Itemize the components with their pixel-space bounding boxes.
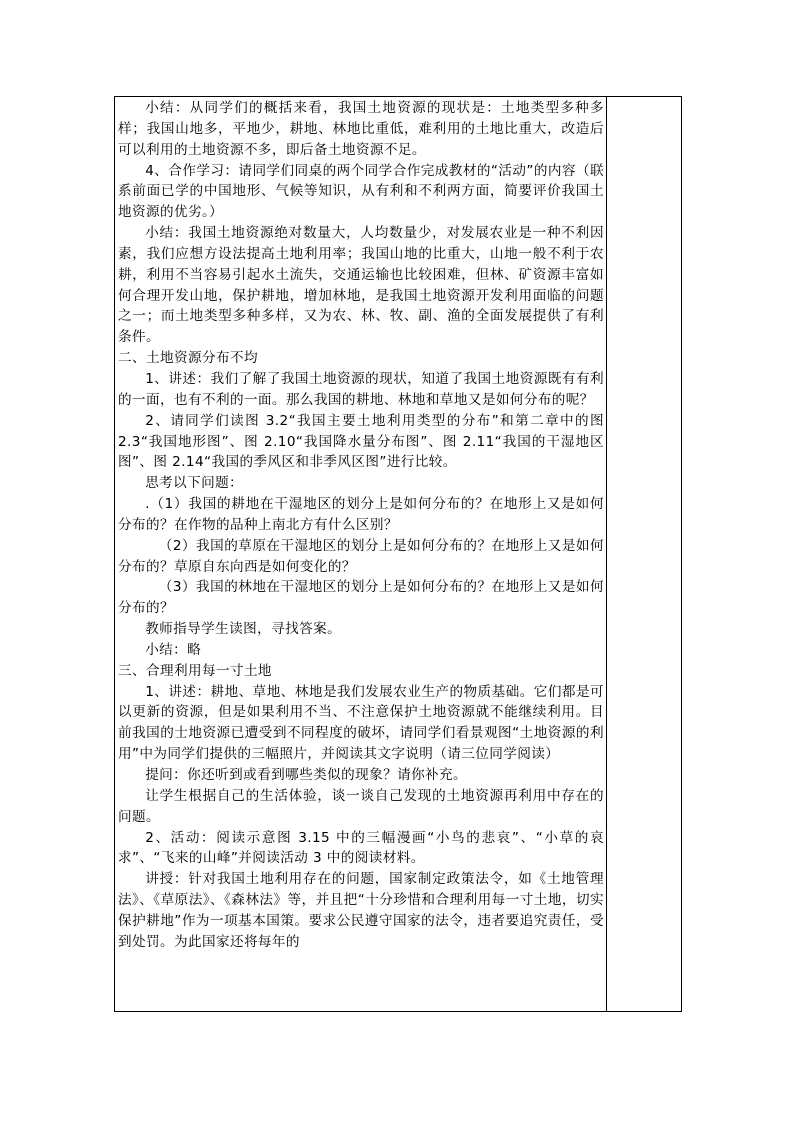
map-reading-paragraph: 2、请同学们读图 3.2“我国主要土地利用类型的分布”和第二章中的图 2.3“我国地形图”、图 2.10“我国降水量分布图”、图 2.11“我国的干湿地区图”、图 2.14“我国的季风区和非季风区图”进行比较。 — [118, 412, 604, 471]
teacher-guidance: 教师指导学生读图，寻找答案。 — [145, 621, 342, 638]
lesson-content-cell — [118, 98, 604, 953]
cooperative-learning-paragraph: 4、合作学习：请同学们同桌的两个同学合作完成教材的“活动”的内容（联系前面已学的中国地形、气候等知识，从有利和不利两方面，简要评价我国土地资源的优劣。） — [118, 162, 604, 221]
student-discussion: 让学生根据自己的生活体验，谈一谈自己发现的土地资源再利用中存在的问题。 — [118, 787, 604, 825]
question-1: .（1）我国的耕地在干湿地区的划分上是如何分布的？在地形上又是如何分布的？在作物的品种上南北方有什么区别？ — [118, 496, 604, 533]
question-prompt: 提问：你还听到或看到哪些类似的现象？请你补充。 — [145, 767, 468, 783]
activity-paragraph: 2、活动：阅读示意图 3.15 中的三幅漫画“小鸟的悲哀”、“小草的哀求”、“飞来的山峰”并阅读活动 3 中的阅读材料。 — [118, 829, 604, 867]
lecture-paragraph-1: 1、讲述：我们了解了我国土地资源的现状，知道了我国土地资源既有有利的一面，也有不利的一面。那么我国的耕地、林地和草地又是如何分布的呢？ — [118, 370, 604, 408]
question-2: （2）我国的草原在干湿地区的划分上是如何分布的？在地形上又是如何分布的？草原自东向西是如何变化的？ — [118, 537, 604, 575]
table-column-divider — [606, 96, 607, 1012]
summary-paragraph-1: 小结：从同学们的概括来看，我国土地资源的现状是：土地类型多种多样；我国山地多，平地少，耕地、林地比重低，难利用的土地比重大，改造后可以利用的土地资源不多，即后备土地资源不足。 — [118, 100, 604, 158]
summary-paragraph-2: 小结：我国土地资源绝对数量大，人均数量少，对发展农业是一种不利因素，我们应想方设法提高土地利用率；我国山地的比重大，山地一般不利于农耕，利用不当容易引起水土流失，交通运输也比较困难，但林、矿资源丰富如何合理开发山地，保护耕地，增加林地，是我国土地资源开发利用面临的问题之一；而土地类型多种多样，又为农、林、牧、副、渔的全面发展提供了有利条件。 — [118, 225, 604, 346]
summary-paragraph-3: 小结：略 — [145, 641, 202, 658]
question-3: （3）我国的林地在干湿地区的划分上是如何分布的？在地形上又是如何分布的？ — [118, 579, 604, 617]
lecture-paragraph-2: 1、讲述：耕地、草地、林地是我们发展农业生产的物质基础。它们都是可以更新的资源，但是如果利用不当、不注意保护土地资源就不能继续利用。目前我国的士地资源已遭受到不同程度的破坏，请同学们看景观图“土地资源的利用”中为同学们提供的三幅照片，并阅读其文字说明（请三位同学阅读） — [118, 683, 604, 763]
lecture-paragraph-3: 讲授：针对我国土地利用存在的问题，国家制定政策法令，如《土地管理法》、《草原法》、《森林法》等，并且把“十分珍惜和合理利用每一寸土地，切实保护耕地”作为一项基本国策。要求公民遵守国家的法令，违者要追究责任，受到处罚。为此国家还将每年的 — [118, 871, 604, 950]
section-heading-2: 二、土地资源分布不均 — [118, 350, 258, 367]
section-heading-3: 三、合理利用每一寸土地 — [118, 662, 272, 679]
questions-intro: 思考以下问题： — [145, 475, 244, 492]
